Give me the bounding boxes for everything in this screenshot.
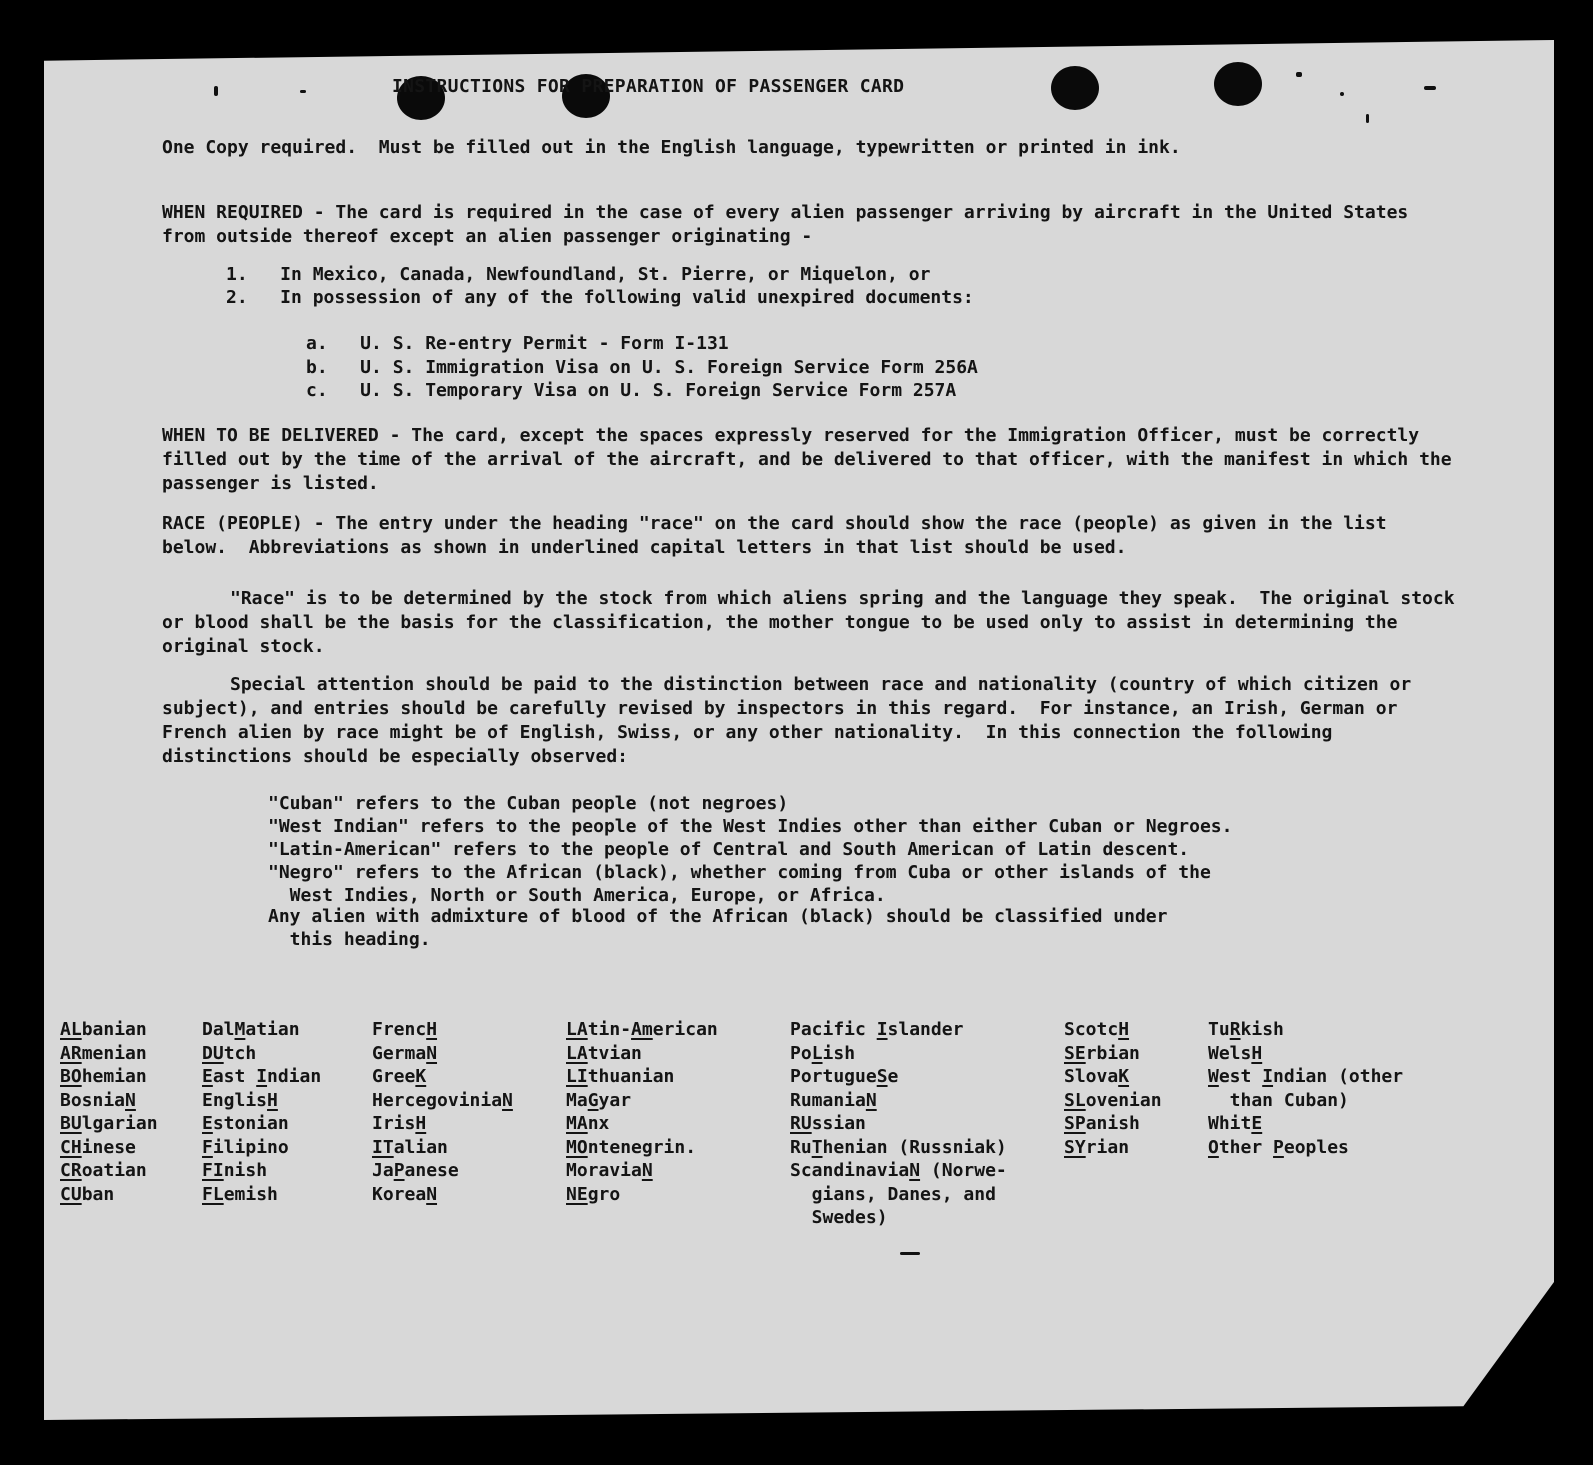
race-name-part: ssian: [811, 1113, 866, 1134]
race-name-part: slander: [887, 1019, 964, 1040]
race-abbreviation: I: [256, 1066, 268, 1087]
race-name-part: ndian: [267, 1066, 322, 1087]
race-list-column: [566, 1018, 718, 1206]
race-entry: [790, 1206, 1007, 1230]
race-entry: [1064, 1042, 1162, 1066]
race-entry: [1208, 1089, 1403, 1113]
race-name-part: hemian: [81, 1066, 147, 1087]
race-name-part: Dal: [202, 1019, 235, 1040]
race-name-part: thuanian: [587, 1066, 675, 1087]
race-entry: [790, 1136, 1007, 1160]
race-name-part: tch: [223, 1042, 257, 1064]
race-abbreviation: CU: [60, 1183, 82, 1205]
race-name-part: stonian: [212, 1113, 289, 1134]
distinction-line: West Indies, North or South America, Europe, or Africa.: [268, 885, 886, 906]
race-abbreviation: MO: [566, 1136, 588, 1158]
race-abbreviation: DU: [202, 1042, 224, 1064]
race-name-part: ast: [212, 1066, 257, 1087]
race-name-part: Pacific: [790, 1019, 877, 1040]
race-abbreviation: O: [1208, 1136, 1219, 1158]
race-abbreviation: N: [641, 1160, 653, 1181]
race-abbreviation: BO: [60, 1066, 82, 1087]
race-entry: [1064, 1136, 1162, 1160]
speck-mark: [1424, 86, 1436, 90]
race-name-part: Ru: [790, 1136, 812, 1158]
race-entry: [1208, 1042, 1403, 1066]
race-name-part: rbian: [1085, 1042, 1140, 1064]
race-name-part: erican: [652, 1019, 718, 1040]
page-title: INSTRUCTIONS FOR PREPARATION OF PASSENGER CARD: [392, 76, 905, 97]
race-entry: [566, 1183, 718, 1207]
race-name-part: Bosnia: [60, 1089, 126, 1111]
race-name-part: ther: [1218, 1136, 1274, 1158]
race-entry: [566, 1112, 718, 1136]
race-name-part: anese: [404, 1160, 459, 1181]
distinction-line: "Latin-American" refers to the people of Central and South American of Latin descent.: [268, 839, 1190, 860]
race-entry: [566, 1042, 718, 1066]
race-entry: [790, 1159, 1007, 1183]
race-entry: [60, 1042, 158, 1066]
race-name-part: Ja: [372, 1160, 394, 1181]
race-entry: [790, 1089, 1007, 1113]
race-abbreviation: H: [267, 1089, 278, 1111]
race-name-part: Swedes): [790, 1207, 888, 1228]
race-abbreviation: H: [1251, 1042, 1263, 1064]
race-abbreviation: P: [393, 1160, 405, 1181]
race-abbreviation: N: [502, 1089, 513, 1111]
race-entry: [1208, 1065, 1403, 1089]
race-entry: [790, 1065, 1007, 1089]
race-entry: [202, 1112, 321, 1136]
race-name-part: yar: [598, 1089, 632, 1111]
race-entry: [372, 1112, 513, 1136]
race-name-part: Rumania: [790, 1089, 866, 1111]
race-name-part: Scandinavia: [790, 1160, 910, 1181]
race-entry: [60, 1136, 158, 1160]
race-name-part: Germa: [372, 1042, 427, 1064]
race-name-part: kish: [1240, 1019, 1284, 1040]
race-abbreviation: SE: [1064, 1042, 1086, 1064]
race-abbreviation: H: [426, 1019, 438, 1040]
race-intro-paragraph: RACE (PEOPLE) - The entry under the heading "race" on the card should show the race (people) as given in the list below. Abbreviations as shown in underlined capital letters in that list should be used.: [162, 513, 1398, 558]
race-name-part: Portugue: [790, 1066, 877, 1087]
race-abbreviation: I: [876, 1019, 888, 1040]
race-name-part: Englis: [202, 1089, 268, 1111]
punch-hole: [1051, 66, 1099, 110]
race-entry: [1064, 1112, 1162, 1136]
race-abbreviation: F: [202, 1136, 213, 1158]
race-entry: [202, 1183, 321, 1207]
race-name-part: ndian (other: [1273, 1066, 1404, 1087]
document-item: b. U. S. Immigration Visa on U. S. Foreign Service Form 256A: [306, 357, 978, 378]
race-name-part: ban: [81, 1183, 115, 1205]
race-abbreviation: T: [811, 1136, 823, 1158]
race-entry: [372, 1065, 513, 1089]
race-name-part: gians, Danes, and: [790, 1183, 996, 1205]
race-name-part: eoples: [1283, 1136, 1349, 1158]
race-name-part: Iris: [372, 1113, 416, 1134]
when-required-paragraph: WHEN REQUIRED - The card is required in the case of every alien passenger arriving by aircraft in the United States from outside thereof except an alien passenger originating -: [162, 202, 1420, 247]
race-list-column: [202, 1018, 321, 1206]
race-name-part: Gree: [372, 1066, 416, 1087]
race-entry: [1064, 1018, 1162, 1042]
race-name-part: Hercegovinia: [372, 1089, 503, 1111]
dash-mark: [900, 1252, 920, 1255]
race-name-part: banian: [81, 1019, 147, 1040]
speck-mark: [1296, 72, 1302, 77]
race-name-part: oatian: [81, 1160, 147, 1181]
race-entry: [60, 1065, 158, 1089]
race-name-part: ilipino: [212, 1136, 289, 1158]
race-abbreviation: N: [125, 1089, 136, 1111]
race-entry: [1208, 1136, 1403, 1160]
race-entry: [372, 1183, 513, 1207]
race-abbreviation: IT: [372, 1136, 394, 1158]
race-name-part: gro: [587, 1183, 621, 1205]
race-entry: [566, 1159, 718, 1183]
race-entry: [60, 1159, 158, 1183]
race-entry: [1208, 1112, 1403, 1136]
distinction-line: "West Indian" refers to the people of the West Indies other than either Cuban or Negroes.: [268, 816, 1233, 837]
race-entry: [60, 1183, 158, 1207]
race-entry: [372, 1089, 513, 1113]
race-entry: [372, 1042, 513, 1066]
distinction-line: "Negro" refers to the African (black), whether coming from Cuba or other islands of the: [268, 862, 1211, 883]
race-abbreviation: N: [426, 1183, 438, 1205]
race-abbreviation: E: [1251, 1113, 1263, 1134]
race-entry: [202, 1136, 321, 1160]
race-name-part: Tu: [1208, 1019, 1230, 1040]
race-abbreviation: LA: [566, 1042, 588, 1064]
race-entry: [1064, 1089, 1162, 1113]
race-abbreviation: LA: [566, 1019, 588, 1040]
race-name-part: menian: [81, 1042, 147, 1064]
race-name-part: Scotc: [1064, 1019, 1119, 1040]
race-name-part: Po: [790, 1042, 812, 1064]
special-attention-paragraph: Special attention should be paid to the distinction between race and nationality (country of which citizen or subject), and entries should be carefully revised by inspectors in this regard. For instance, an Irish, German or French alien by race might be of English, Swiss, or any other nationality. In this connection the following distinctions should be especially observed:: [162, 674, 1423, 767]
race-list-column: [60, 1018, 158, 1206]
race-entry: [790, 1042, 1007, 1066]
race-entry: [202, 1159, 321, 1183]
race-abbreviation: CH: [60, 1136, 82, 1158]
race-abbreviation: AR: [60, 1042, 82, 1064]
race-abbreviation: H: [415, 1113, 427, 1134]
speck-mark: [300, 90, 306, 93]
race-abbreviation: N: [909, 1160, 921, 1181]
race-abbreviation: FL: [202, 1183, 224, 1205]
race-name-part: Slova: [1064, 1066, 1119, 1087]
race-name-part: Ma: [566, 1089, 588, 1111]
race-entry: [1064, 1065, 1162, 1089]
race-abbreviation: R: [1229, 1019, 1241, 1040]
race-abbreviation: CR: [60, 1160, 82, 1181]
when-required-item: 2. In possession of any of the following valid unexpired documents:: [226, 287, 974, 308]
race-abbreviation: H: [1118, 1019, 1130, 1040]
race-name-part: atian: [245, 1019, 300, 1040]
race-entry: [60, 1018, 158, 1042]
race-entry: [372, 1136, 513, 1160]
copy-required-paragraph: One Copy required. Must be filled out in the English language, typewritten or printed in ink.: [162, 137, 1181, 158]
distinction-line: this heading.: [268, 929, 431, 950]
race-abbreviation: LI: [566, 1066, 588, 1087]
race-name-part: est: [1218, 1066, 1263, 1087]
race-entry: [566, 1065, 718, 1089]
when-required-item: 1. In Mexico, Canada, Newfoundland, St. Pierre, or Miquelon, or: [226, 264, 931, 285]
race-name-part: e: [887, 1066, 899, 1087]
race-name-part: lgarian: [81, 1113, 158, 1134]
race-abbreviation: SP: [1064, 1113, 1086, 1134]
race-abbreviation: SY: [1064, 1136, 1086, 1158]
document-item: a. U. S. Re-entry Permit - Form I-131: [306, 333, 729, 354]
race-name-part: alian: [393, 1136, 448, 1158]
race-name-part: rian: [1085, 1136, 1130, 1158]
race-name-part: than Cuban): [1208, 1089, 1349, 1111]
race-name-part: inese: [81, 1136, 136, 1158]
race-list-column: [1064, 1018, 1162, 1159]
speck-mark: [1340, 92, 1344, 96]
race-name-part: nx: [587, 1113, 610, 1134]
race-name-part: tin-: [587, 1019, 632, 1040]
race-name-part: Moravia: [566, 1160, 642, 1181]
distinction-line: "Cuban" refers to the Cuban people (not negroes): [268, 793, 789, 814]
race-entry: [372, 1018, 513, 1042]
speck-mark: [214, 86, 218, 96]
document-item: c. U. S. Temporary Visa on U. S. Foreign Service Form 257A: [306, 380, 957, 401]
race-abbreviation: FI: [202, 1160, 224, 1181]
race-abbreviation: SL: [1064, 1089, 1086, 1111]
race-list-column: [1208, 1018, 1403, 1159]
race-abbreviation: E: [202, 1066, 213, 1087]
race-name-part: henian (Russniak): [822, 1136, 1007, 1158]
race-entry: [60, 1112, 158, 1136]
distinction-line: Any alien with admixture of blood of the African (black) should be classified under: [268, 906, 1168, 927]
race-abbreviation: G: [587, 1089, 599, 1111]
race-abbreviation: L: [811, 1042, 823, 1064]
race-abbreviation: BU: [60, 1113, 82, 1134]
when-delivered-paragraph: WHEN TO BE DELIVERED - The card, except the spaces expressly reserved for the Immigration Officer, must be correctly filled out by the time of the arrival of the aircraft, and be delivered to that officer, with the manifest in which the passenger is listed.: [162, 425, 1463, 494]
race-abbreviation: I: [1262, 1066, 1274, 1087]
race-abbreviation: M: [234, 1019, 246, 1040]
race-abbreviation: S: [876, 1066, 888, 1087]
race-name-part: Frenc: [372, 1019, 427, 1040]
race-name-part: ovenian: [1085, 1089, 1162, 1111]
race-name-part: Whit: [1208, 1113, 1252, 1134]
race-abbreviation: W: [1208, 1066, 1219, 1087]
race-name-part: (Norwe-: [920, 1160, 1007, 1181]
race-abbreviation: P: [1273, 1136, 1284, 1158]
race-entry: [790, 1183, 1007, 1207]
race-name-part: ish: [822, 1042, 856, 1064]
race-entry: [566, 1136, 718, 1160]
race-entry: [202, 1089, 321, 1113]
race-abbreviation: Am: [631, 1019, 653, 1040]
race-entry: [202, 1042, 321, 1066]
race-list-column: [372, 1018, 513, 1206]
race-entry: [790, 1018, 1007, 1042]
race-abbreviation: N: [426, 1042, 438, 1064]
race-abbreviation: RU: [790, 1113, 812, 1134]
race-abbreviation: N: [865, 1089, 877, 1111]
race-entry: [60, 1089, 158, 1113]
race-abbreviation: K: [1118, 1066, 1130, 1087]
race-entry: [372, 1159, 513, 1183]
race-determined-paragraph: "Race" is to be determined by the stock from which aliens spring and the language they speak. The original stock or blood shall be the basis for the classification, the mother tongue to be used only to assist in determining the original stock.: [162, 588, 1466, 657]
race-name-part: anish: [1085, 1113, 1140, 1134]
race-list-column: [790, 1018, 1007, 1230]
race-name-part: tvian: [587, 1042, 642, 1064]
race-entry: [566, 1089, 718, 1113]
race-entry: [1208, 1018, 1403, 1042]
race-entry: [202, 1018, 321, 1042]
speck-mark: [1366, 114, 1369, 123]
punch-hole: [1214, 62, 1262, 106]
race-abbreviation: K: [415, 1066, 427, 1087]
race-abbreviation: NE: [566, 1183, 588, 1205]
race-abbreviation: AL: [60, 1019, 82, 1040]
race-name-part: ntenegrin.: [587, 1136, 697, 1158]
race-abbreviation: MA: [566, 1113, 588, 1134]
race-entry: [202, 1065, 321, 1089]
race-name-part: Korea: [372, 1183, 427, 1205]
race-abbreviation: E: [202, 1113, 213, 1134]
race-name-part: emish: [223, 1183, 278, 1205]
race-entry: [566, 1018, 718, 1042]
race-name-part: Wels: [1208, 1042, 1252, 1064]
race-name-part: nish: [223, 1160, 268, 1181]
race-entry: [790, 1112, 1007, 1136]
